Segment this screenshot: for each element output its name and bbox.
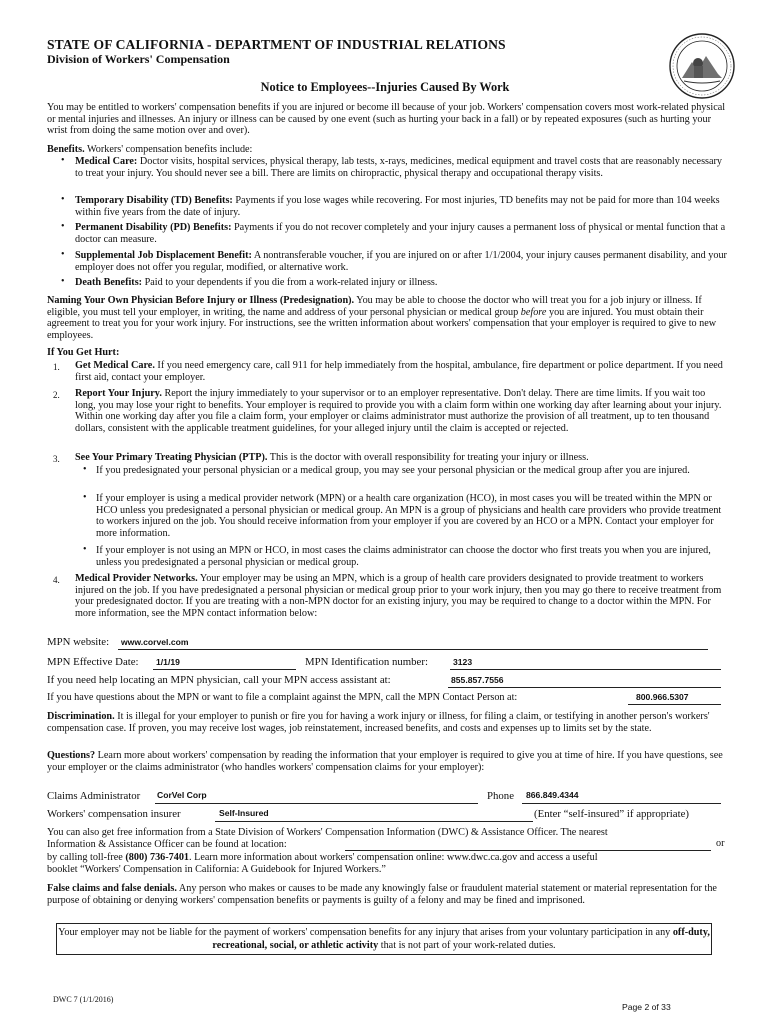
benefit-term: Permanent Disability (PD) Benefits: (75, 222, 232, 233)
intro-paragraph: You may be entitled to workers' compensation benefits if you are injured or become ill because of your job. Workers' compensation covers most work-related physical or mental injuries and illnesses. An injury or illness can be caused by one event (such as hurting your back in a fall) or by repeated exposures (such as hurting your wrist from doing the same motion over and over). (47, 102, 726, 137)
bullet-icon: • (83, 464, 87, 475)
dwc-text: by calling toll-free (47, 852, 126, 863)
insurer-field[interactable]: Self-Insured (219, 808, 269, 818)
mpn-id-field[interactable]: 3123 (453, 657, 473, 667)
predesignation-text: you are injured. You must obtain their agreement to treat you for your work injury. For instructions, see the written information about workers' compensation that your employer is required to give to new employees. (47, 306, 717, 342)
benefit-term: Supplemental Job Displacement Benefit: (75, 250, 252, 261)
claims-admin-field[interactable]: CorVel Corp (157, 790, 207, 800)
benefit-term: Temporary Disability (TD) Benefits: (75, 195, 233, 206)
step-number: 3. (53, 454, 60, 464)
bullet-icon: • (83, 544, 87, 555)
mpn-contact-line (628, 704, 721, 705)
step-text: If you need emergency care, call 911 for help immediately from the hospital, ambulance, fire department or police department. If you need first aid, contact your employer. (75, 360, 723, 383)
step-item (75, 573, 727, 620)
mpn-id-line (450, 669, 721, 670)
dwc-location-line (345, 850, 711, 851)
mpn-website-field[interactable]: www.corvel.com (121, 637, 189, 647)
discrimination-heading: Discrimination. (47, 711, 115, 722)
benefit-text: Payments if you lose wages while recovering. For most injuries, TD benefits may not be paid for more than 104 weeks within five years from the date of injury. (75, 195, 720, 218)
phone-line (522, 803, 721, 804)
benefit-text: Paid to your dependents if you die from a work-related injury or illness. (142, 277, 438, 288)
step-item (75, 388, 727, 435)
division-heading: Division of Workers' Compensation (47, 52, 230, 66)
mpn-contact-phone-field[interactable]: 800.966.5307 (636, 692, 689, 702)
notice-emphasis: off-duty, recreational, social, or athletic activity (212, 927, 710, 951)
insurer-note: (Enter “self-insured” if appropriate) (534, 808, 689, 820)
step-item (75, 452, 727, 464)
mpn-website-line (118, 649, 708, 650)
false-claims-heading: False claims and false denials. (47, 883, 177, 894)
benefits-heading: Benefits. (47, 144, 85, 155)
false-claims-paragraph (47, 883, 727, 906)
benefit-text: Doctor visits, hospital services, physical therapy, lab tests, x-rays, medicines, medical equipment and travel costs that are reasonably necessary to treat your injury. You should never see a bill. There are limits on chiropractic, physical therapy and occupational therapy visits. (75, 156, 722, 179)
mpn-effective-date-field[interactable]: 1/1/19 (156, 657, 180, 667)
step-text: Your employer may be using an MPN, which is a group of health care providers designated to provide treatment to workers injured on the job. If you have predesignated a personal physician or medical group prior to your work injury, then you may go there to receive treatment from your predesignated doctor. If you are treating with a non-MPN doctor for an existing injury, you may be required to change to a doctor within the MPN. For more information, see the MPN contact information below: (75, 573, 722, 620)
mpn-website-label: MPN website: (47, 636, 110, 648)
mpn-assistant-line (448, 687, 721, 688)
predesignation-paragraph (47, 295, 727, 342)
claims-phone-field[interactable]: 866.849.4344 (526, 790, 579, 800)
questions-text: Learn more about workers' compensation by reading the information that your employer is required to give you at time of hire. If you have questions, see your employer or the claims administrator (who handles workers' compensation claims for your employer): (47, 750, 723, 773)
mpn-id-label: MPN Identification number: (305, 656, 428, 668)
benefit-term: Death Benefits: (75, 277, 143, 288)
ptp-bullet: If your employer is using a medical provider network (MPN) or a health care organization (HCO), in most cases you will be treated within the MPN or HCO unless you predesignated a personal physician or medical group. An MPN is a group of physicians and health care providers who provide treatment to workers injured on the job. You should receive information from your employer if you are covered by an HCO or a MPN. Contact your employer for more information. (96, 493, 722, 540)
bullet-icon: • (61, 155, 65, 166)
step-number: 1. (53, 362, 60, 372)
step-text: Report the injury immediately to your supervisor or to an employer representative. Don't delay. There are time limits. If you wait too long, you may lose your right to benefits. Your employer is required to provide you with a claim form within one working day after learning about your injury. Within one working day after you file a claim form, your employer or claims administrator must authorize the provision of all treatment, up to ten thousand dollars, consistent with the applicable treatment guidelines, for your alleged injury until the claim is accepted or rejected. (75, 388, 722, 435)
dwc-line-4: booklet “Workers' Compensation in California: A Guidebook for Injured Workers.” (47, 864, 386, 875)
benefit-item (75, 195, 727, 218)
claims-admin-label: Claims Administrator (47, 790, 141, 802)
notice-text: Your employer may not be liable for the payment of workers' compensation benefits for any injury that arises from your voluntary participation in any (58, 927, 673, 938)
dwc-line-3 (47, 852, 737, 864)
claims-admin-line (155, 803, 478, 804)
ptp-bullet: If you predesignated your personal physician or a medical group, you may see your personal physician or the medical group after you are injured. (96, 465, 690, 476)
step-number: 4. (53, 575, 60, 585)
discrimination-paragraph (47, 711, 727, 734)
step-term: Medical Provider Networks. (75, 573, 198, 584)
questions-paragraph (47, 750, 727, 773)
benefits-heading-line (47, 144, 727, 156)
bullet-icon: • (61, 194, 65, 205)
notice-text: that is not part of your work-related duties. (378, 939, 556, 951)
questions-heading: Questions? (47, 750, 96, 761)
phone-label: Phone (487, 790, 514, 802)
discrimination-text: It is illegal for your employer to punish or fire you for having a work injury or illness, for filing a claim, or testifying in another person's workers' compensation case. If proven, you may receive lost wages, job reinstatement, increased benefits, and costs and expenses up to limits set by the state. (47, 711, 710, 734)
benefit-item (75, 250, 727, 273)
if-hurt-heading: If You Get Hurt: (47, 347, 120, 358)
insurer-line (215, 821, 533, 822)
step-item (75, 360, 727, 383)
insurer-label: Workers' compensation insurer (47, 808, 181, 820)
ptp-bullet: If your employer is not using an MPN or HCO, in most cases the claims administrator can choose the doctor who first treats you when you are injured, unless you predesignated a personal physician or medical group. (96, 545, 711, 568)
mpn-contact-label: If you have questions about the MPN or want to file a complaint against the MPN, call the MPN Contact Person at: (47, 692, 518, 703)
benefit-term: Medical Care: (75, 156, 138, 167)
predesignation-heading: Naming Your Own Physician Before Injury or Illness (Predesignation). (47, 295, 355, 306)
dwc-or: or (716, 838, 725, 849)
mpn-assistant-phone-field[interactable]: 855.857.7556 (451, 675, 504, 685)
step-term: Report Your Injury. (75, 388, 162, 399)
step-term: Get Medical Care. (75, 360, 155, 371)
mpn-effective-date-line (153, 669, 296, 670)
voluntary-activity-notice (56, 923, 712, 955)
dwc-line-1: You can also get free information from a State Division of Workers' Compensation Information (DWC) & Assistance Officer. The nearest (47, 827, 608, 838)
form-id: DWC 7 (1/1/2016) (53, 995, 114, 1004)
bullet-icon: • (83, 492, 87, 503)
bullet-icon: • (61, 249, 65, 260)
page-number: Page 2 of 33 (622, 1002, 671, 1012)
predesignation-text: You may be able to choose the doctor who will treat you for a job injury or illness. If eligible, you must tell your employer, in writing, the name and address of your personal physician or medical group (47, 295, 702, 318)
false-claims-text: Any person who makes or causes to be made any knowingly false or fraudulent material statement or material representation for the purpose of obtaining or denying workers' compensation benefits or payments is guilty of a felony and may be fined and imprisoned. (47, 883, 717, 906)
benefits-lead: Workers' compensation benefits include: (84, 144, 253, 155)
benefit-item (75, 277, 727, 289)
dwc-line-2: Information & Assistance Officer can be found at location: (47, 839, 287, 850)
predesignation-emphasis: before (520, 306, 547, 318)
mpn-effective-date-label: MPN Effective Date: (47, 656, 139, 668)
step-term: See Your Primary Treating Physician (PTP). (75, 452, 268, 463)
agency-heading: STATE OF CALIFORNIA - DEPARTMENT OF INDUSTRIAL RELATIONS (47, 37, 506, 52)
dwc-text: . Learn more information about workers' compensation online: www.dwc.ca.gov and access a useful (189, 852, 598, 863)
benefit-text: A nontransferable voucher, if you are injured on or after 1/1/2004, your injury causes permanent disability, and your employer does not offer you regular, modified, or alternative work. (75, 250, 727, 273)
benefit-item (75, 156, 727, 179)
bullet-icon: • (61, 276, 65, 287)
bullet-icon: • (61, 221, 65, 232)
benefit-text: Payments if you do not recover completely and your injury causes a permanent loss of physical or mental function that a doctor can measure. (75, 222, 726, 245)
mpn-assistant-label: If you need help locating an MPN physician, call your MPN access assistant at: (47, 674, 391, 686)
dwc-phone: (800) 736-7401 (125, 852, 190, 863)
step-text: This is the doctor with overall responsibility for treating your injury or illness. (267, 452, 589, 463)
benefit-item (75, 222, 727, 245)
step-number: 2. (53, 390, 60, 400)
notice-title: Notice to Employees--Injuries Caused By Work (260, 80, 510, 94)
